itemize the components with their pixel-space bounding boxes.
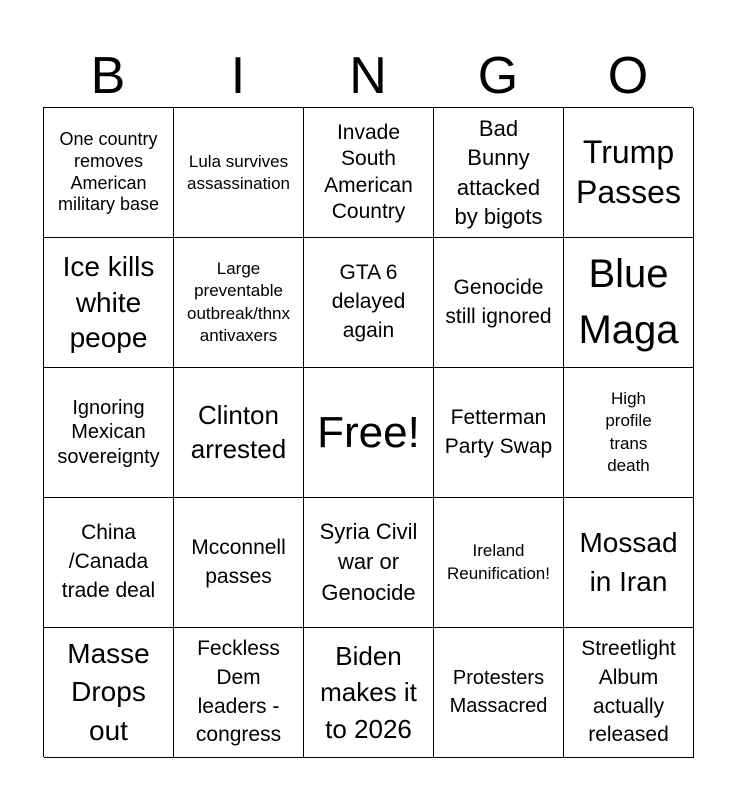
cell-text: Lula survives assassination xyxy=(186,151,290,193)
cell-text: Ireland Reunification! xyxy=(446,541,550,583)
cell-text: Protesters Massacred xyxy=(449,666,548,717)
cell-text: Bad Bunny attacked by bigots xyxy=(454,116,543,229)
bingo-board xyxy=(43,107,693,757)
header-letter-i: I xyxy=(230,47,246,105)
bingo-cell[interactable] xyxy=(434,498,564,628)
bingo-cell[interactable] xyxy=(564,628,694,758)
bingo-cell[interactable] xyxy=(564,238,694,368)
cell-text: Streetlight Album actually released xyxy=(581,636,676,747)
bingo-cell[interactable] xyxy=(304,108,434,238)
bingo-cell[interactable] xyxy=(304,628,434,758)
cell-text: Feckless Dem leaders - congress xyxy=(195,636,282,747)
cell-text: China /Canada trade deal xyxy=(61,521,156,602)
bingo-cell[interactable] xyxy=(174,238,304,368)
cell-text: Biden makes it to 2026 xyxy=(320,640,417,744)
cell-text: Blue Maga xyxy=(578,252,679,352)
cell-text: Genocide still ignored xyxy=(445,275,552,328)
cell-text: Ignoring Mexican sovereignty xyxy=(57,396,160,468)
cell-text: Mossad in Iran xyxy=(579,526,678,597)
bingo-cell[interactable] xyxy=(44,238,174,368)
header-letter-b: B xyxy=(90,47,126,105)
cell-text: Large preventable outbreak/thnx antivaxers xyxy=(186,258,290,345)
cell-text: Free! xyxy=(317,407,420,457)
bingo-cell[interactable] xyxy=(564,368,694,498)
bingo-cell[interactable] xyxy=(304,238,434,368)
bingo-cell[interactable] xyxy=(174,108,304,238)
bingo-cell[interactable] xyxy=(564,498,694,628)
cell-text: High profile trans death xyxy=(605,388,652,475)
bingo-cell[interactable] xyxy=(434,628,564,758)
cell-text: Trump Passes xyxy=(576,134,681,210)
bingo-cell[interactable] xyxy=(434,238,564,368)
header-letter-g: G xyxy=(477,47,519,105)
bingo-cell[interactable] xyxy=(44,368,174,498)
bingo-cell[interactable] xyxy=(174,628,304,758)
cell-text: Syria Civil war or Genocide xyxy=(319,518,418,605)
cell-text: Invade South American Country xyxy=(324,121,413,223)
bingo-cell[interactable] xyxy=(434,108,564,238)
cell-text: Fetterman Party Swap xyxy=(444,405,553,458)
bingo-cell[interactable] xyxy=(44,498,174,628)
cell-text: Masse Drops out xyxy=(67,637,150,746)
cell-text: Clinton arrested xyxy=(190,400,287,464)
bingo-cell[interactable] xyxy=(304,368,434,498)
cell-text: Ice kills white peope xyxy=(62,250,155,354)
cell-text: One country removes American military base xyxy=(57,129,160,215)
bingo-cell[interactable] xyxy=(44,628,174,758)
bingo-cell[interactable] xyxy=(434,368,564,498)
cell-text: Mcconnell passes xyxy=(191,535,286,588)
bingo-cell[interactable] xyxy=(304,498,434,628)
bingo-header xyxy=(43,44,693,108)
cell-text: GTA 6 delayed again xyxy=(331,261,406,342)
bingo-cell[interactable] xyxy=(564,108,694,238)
bingo-cell[interactable] xyxy=(174,368,304,498)
header-letter-o: O xyxy=(607,47,649,105)
bingo-cell[interactable] xyxy=(174,498,304,628)
header-letter-n: N xyxy=(349,47,387,105)
bingo-cell[interactable] xyxy=(44,108,174,238)
